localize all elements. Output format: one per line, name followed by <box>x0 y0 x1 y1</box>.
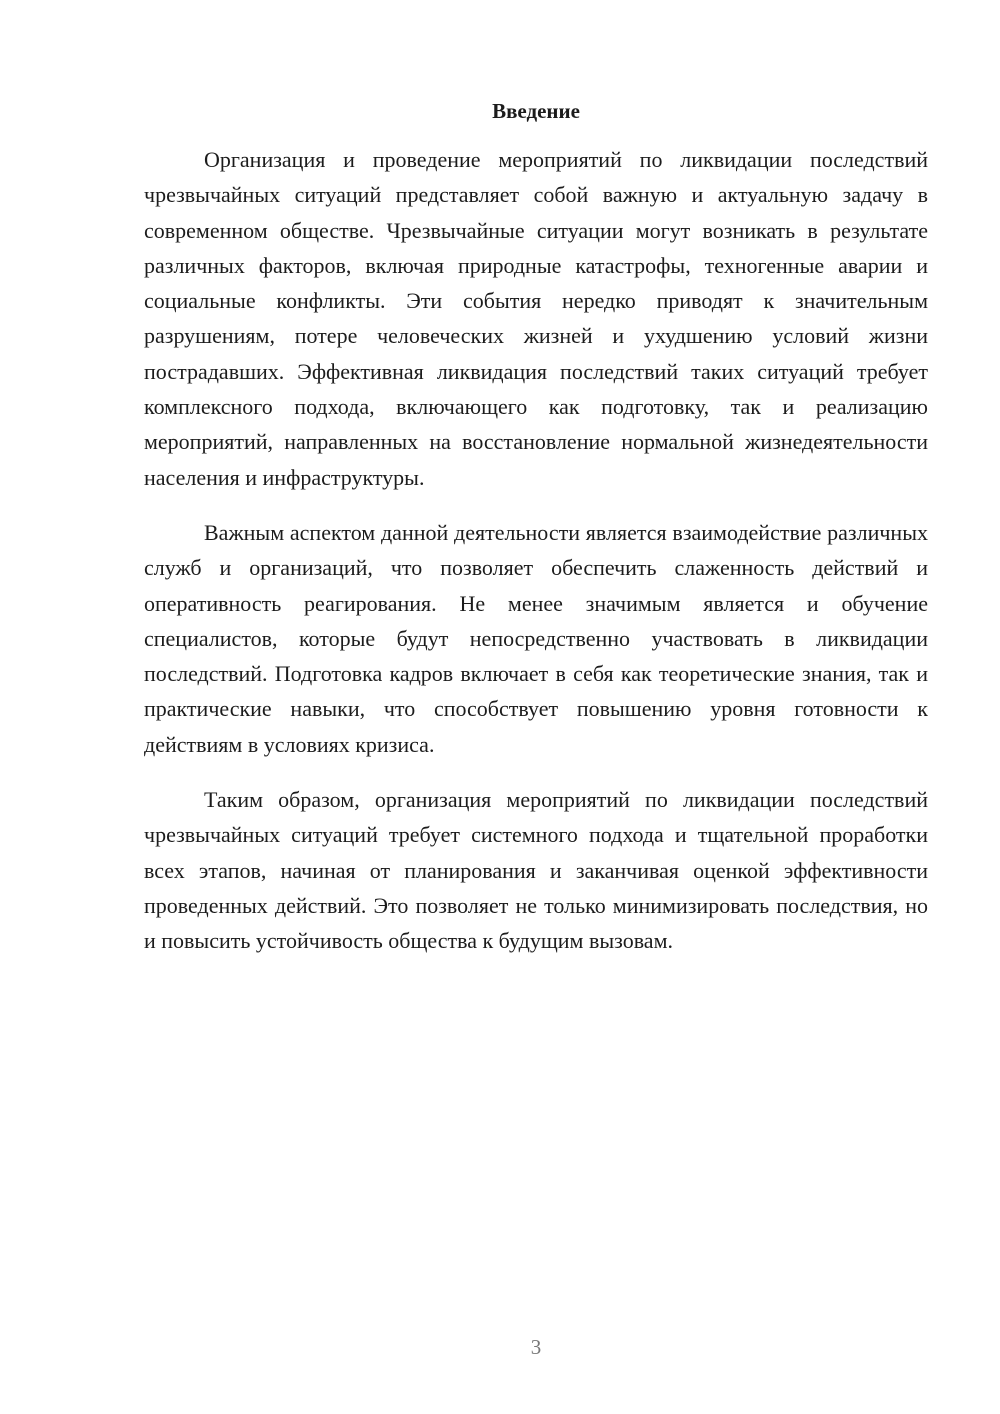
section-heading: Введение <box>492 99 580 123</box>
paragraph-2: Важным аспектом данной деятельности является взаимодействие различных служб и организаций, что позволяет обеспечить слаженность действий и оперативность реагирования. Не менее значимым является и обучение специалистов, которые будут непосредственно участвовать в ликвидации последствий. Подготовка кадров включает в себя как теоретические знания, так и практические навыки, что способствует повышению уровня готовности к действиям в условиях кризиса. <box>144 519 928 757</box>
page-number: 3 <box>530 1335 542 1359</box>
paragraph-3: Таким образом, организация мероприятий по ликвидации последствий чрезвычайных ситуаций требует системного подхода и тщательной проработки всех этапов, начиная от планирования и заканчивая оценкой эффективности проведенных действий. Это позволяет не только минимизировать последствия, но и повысить устойчивость общества к будущим вызовам. <box>144 787 928 954</box>
paragraph-1: Организация и проведение мероприятий по ликвидации последствий чрезвычайных ситуаций представляет собой важную и актуальную задачу в современном обществе. Чрезвычайные ситуации могут возникать в результате различных факторов, включая природные катастрофы, техногенные аварии и социальные конфликты. Эти события нередко приводят к значительным разрушениям, потере человеческих жизней и ухудшению условий жизни пострадавших. Эффективная ликвидация последствий таких ситуаций требует комплексного подхода, включающего как подготовку, так и реализацию мероприятий, направленных на восстановление нормальной жизнедеятельности населения и инфраструктуры. <box>144 147 928 490</box>
body-text <box>144 142 928 959</box>
